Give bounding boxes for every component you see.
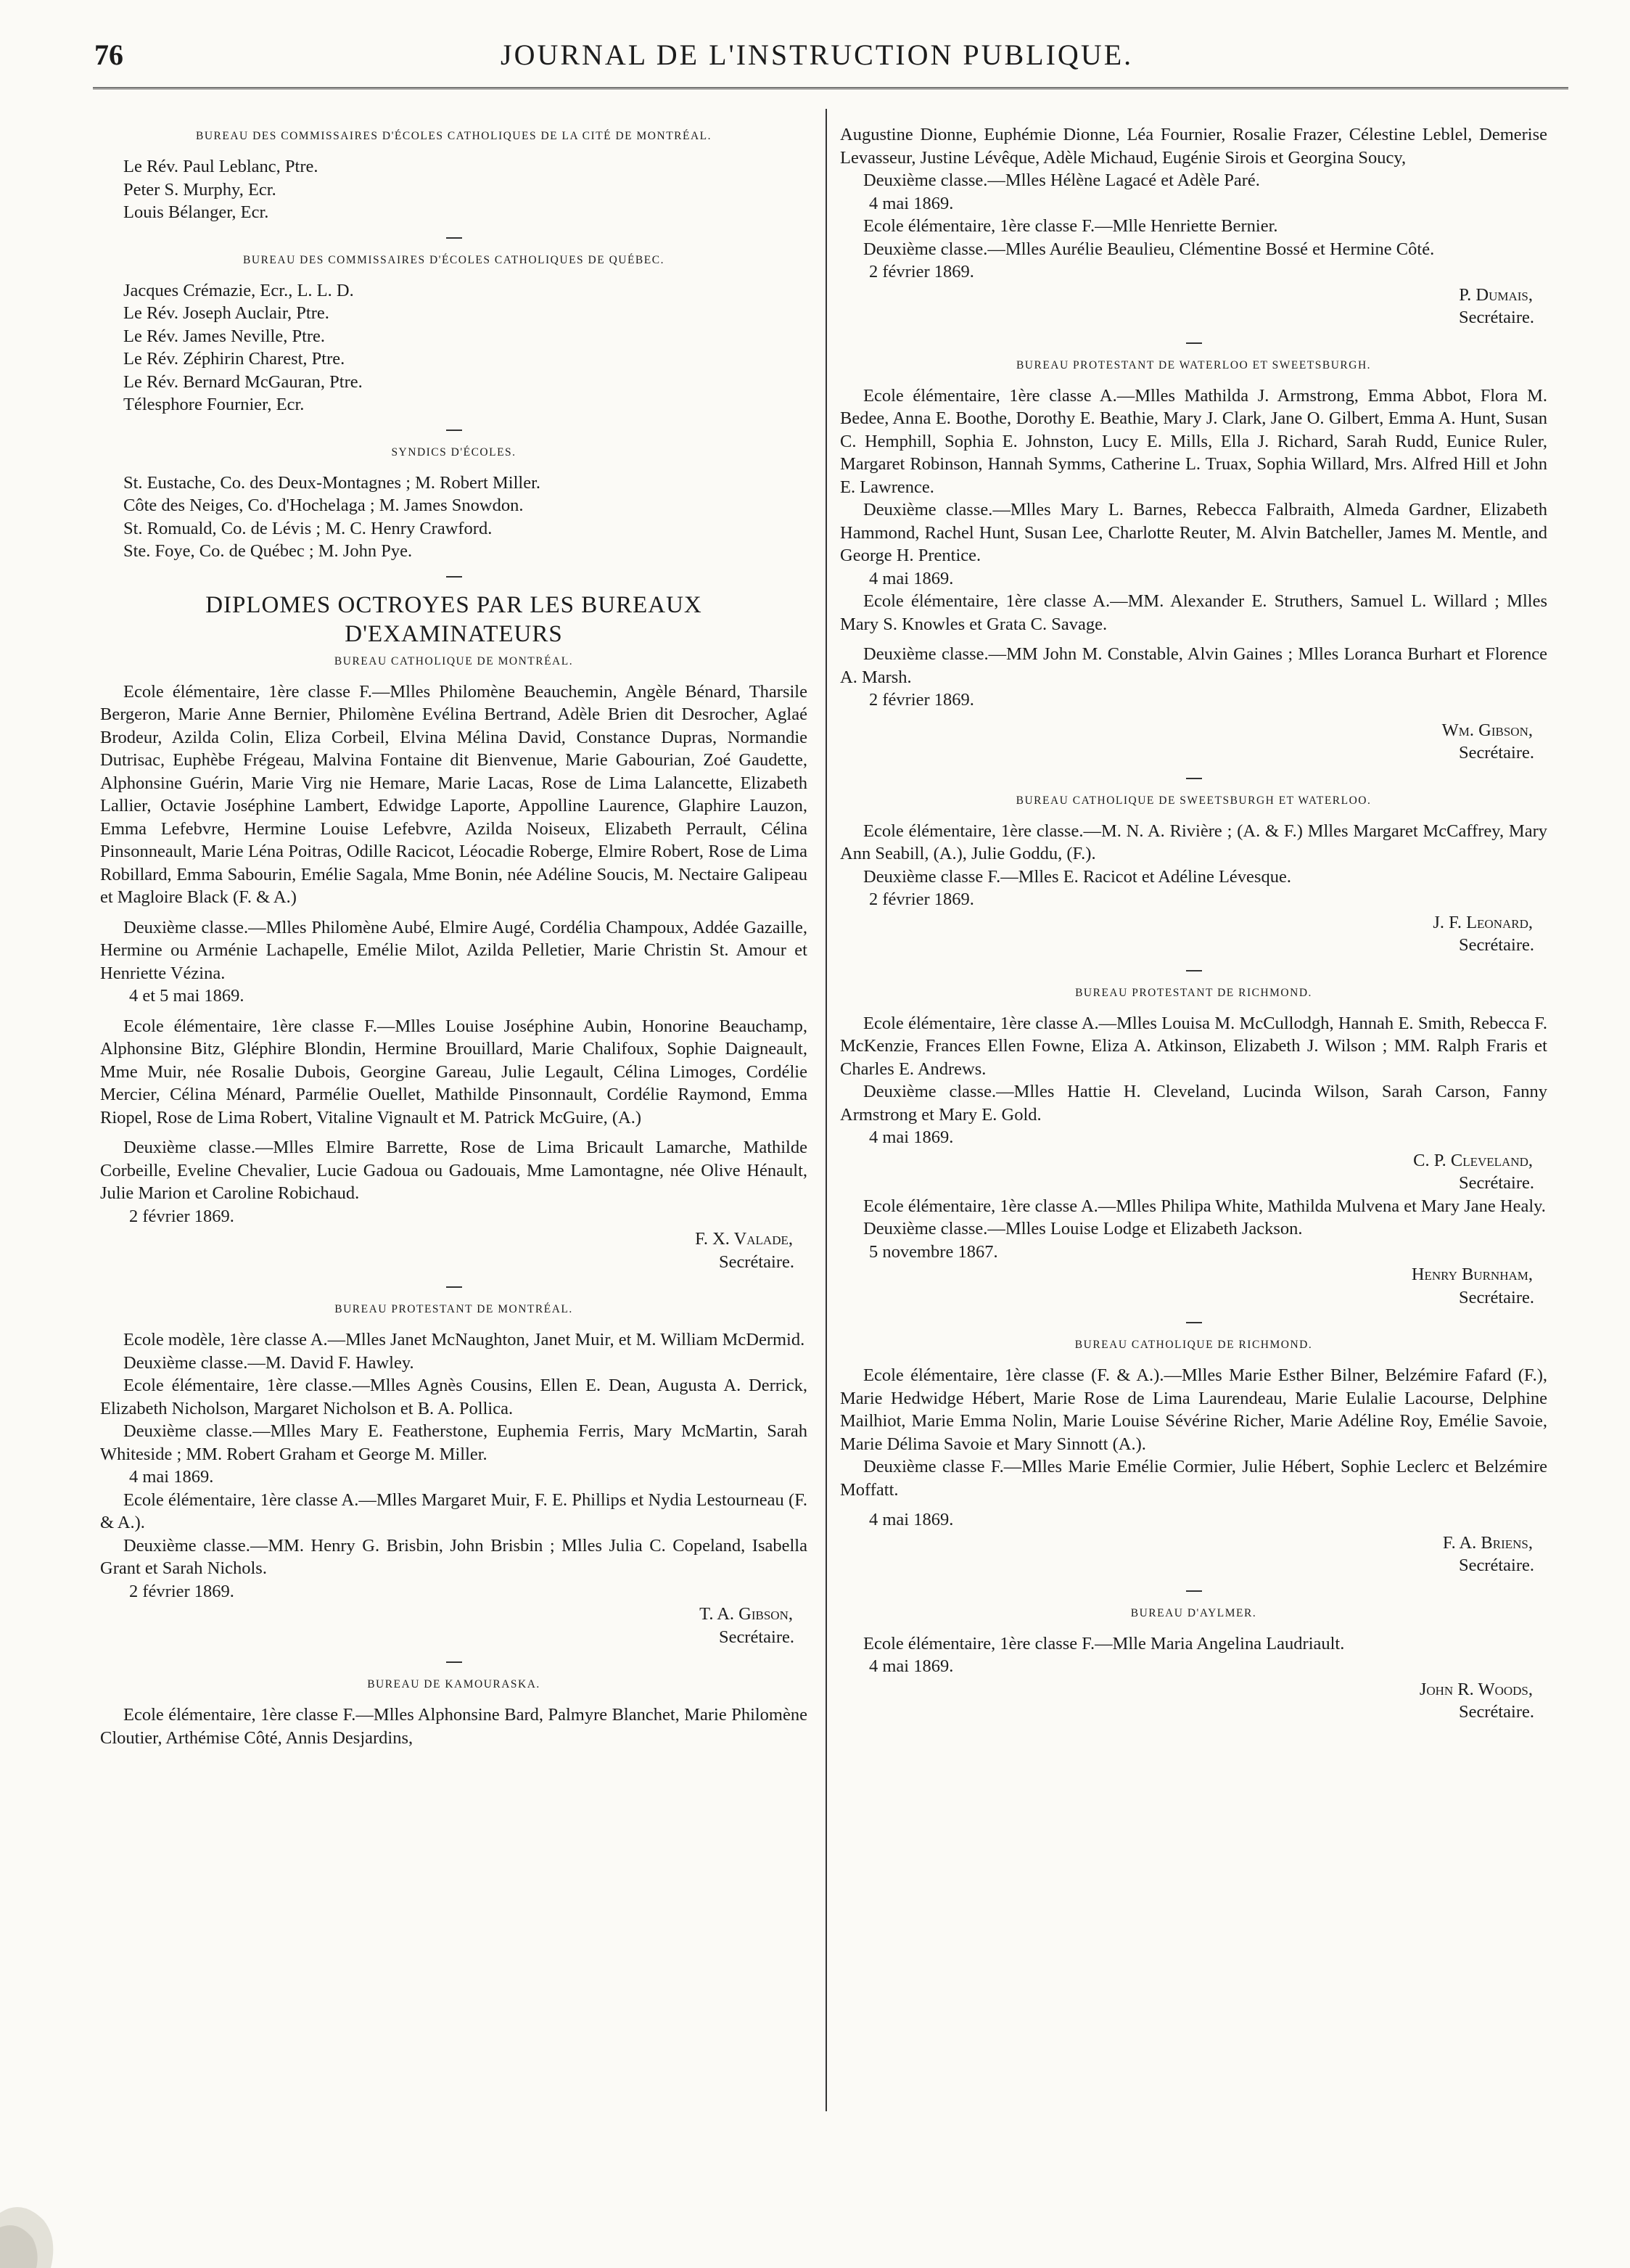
left-column [100, 123, 807, 1749]
section-divider [446, 237, 462, 239]
signature-title: Secrétaire. [1458, 743, 1534, 763]
list-item: Peter S. Murphy, Ecr. [123, 179, 276, 200]
list-item: Louis Bélanger, Ecr. [123, 202, 269, 222]
right-column [840, 123, 1547, 1724]
list-item: Le Rév. Zéphirin Charest, Ptre. [123, 349, 345, 369]
running-title: JOURNAL DE L'INSTRUCTION PUBLIQUE. [501, 38, 1134, 71]
paragraph: Deuxième classe.—Mlles Hattie H. Cleveland, Lucinda Wilson, Sarah Carson, Fanny Armstrong et Mary E. Gold. [840, 1082, 1547, 1125]
signature-title: Secrétaire. [1458, 1287, 1534, 1307]
section-heading: BUREAU DES COMMISSAIRES D'ÉCOLES CATHOLIQUES DE LA CITÉ DE MONTRÉAL. [195, 130, 712, 142]
paragraph: Ecole élémentaire, 1ère classe A.—Mlles Mathilda J. Armstrong, Emma Abbot, Flora M. Bedee, Anna E. Boothe, Dorothy E. Beathie, Mary J. Clark, Jane O. Gilbert, Emma A. Hunt, Susan C. Hemphill, Sophia E. Johnston, Lucy E. Mills, Ella J. Richard, Sarah Rudd, Eunice Ruler, Margaret Robinson, Hannah Symms, Catherine L. Truax, Sophia Willard, Mrs. Alfred Hill et John E. Lawrence. [840, 385, 1547, 497]
signature-title: Secrétaire. [1458, 1702, 1534, 1722]
section-divider [446, 430, 462, 431]
date-line: 4 mai 1869. [869, 1127, 954, 1147]
paragraph: Ecole modèle, 1ère classe A.—Mlles Janet McNaughton, Janet Muir, et M. William McDermid. [123, 1330, 805, 1349]
list-item: Le Rév. Paul Leblanc, Ptre. [123, 157, 318, 176]
paragraph: Ecole élémentaire, 1ère classe.—Mlles Agnès Cousins, Ellen E. Dean, Augusta A. Derrick, Elizabeth Nicholson, Margaret Nicholson et B. A. Pollica. [100, 1376, 807, 1418]
paragraph: Deuxième classe.—MM. Henry G. Brisbin, John Brisbin ; Mlles Julia C. Copeland, Isabella Grant et Sarah Nichols. [100, 1535, 807, 1578]
list-item: St. Romuald, Co. de Lévis ; M. C. Henry Crawford. [123, 518, 493, 538]
section-heading: BUREAU PROTESTANT DE WATERLOO ET SWEETSBURGH. [1016, 358, 1372, 371]
list-item: Télesphore Fournier, Ecr. [123, 395, 305, 414]
date-line: 4 mai 1869. [129, 1467, 214, 1487]
list-item: Le Rév. Bernard McGauran, Ptre. [123, 371, 363, 392]
paragraph: Ecole élémentaire, 1ère classe A.—MM. Alexander E. Struthers, Samuel L. Willard ; Mlles Mary S. Knowles et Grata C. Savage. [840, 591, 1547, 634]
paragraph: Deuxième classe.—Mlles Philomène Aubé, Elmire Augé, Cordélia Champoux, Addée Gazaille, Hermine ou Arménie Lachapelle, Emélie Milot, Azilda Pelletier, Marie Christin St. Amour et Henriette Vézina. [100, 917, 807, 983]
paragraph: Ecole élémentaire, 1ère classe.—M. N. A. Rivière ; (A. & F.) Mlles Margaret McCaffrey, Mary Ann Seabill, (A.), Julie Goddu, (F.). [840, 821, 1547, 863]
signature: J. F. Leonard, [1433, 912, 1533, 932]
signature-title: Secrétaire. [718, 1627, 794, 1647]
signature: C. P. Cleveland, [1413, 1150, 1533, 1170]
section-heading: BUREAU DES COMMISSAIRES D'ÉCOLES CATHOLIQUES DE QUÉBEC. [243, 253, 664, 266]
signature: Henry Burnham, [1411, 1265, 1533, 1284]
signature-title: Secrétaire. [718, 1252, 794, 1272]
date-line: 4 mai 1869. [869, 193, 954, 213]
paragraph: Deuxième classe.—M. David F. Hawley. [123, 1352, 414, 1373]
paragraph: Augustine Dionne, Euphémie Dionne, Léa Fournier, Rosalie Frazer, Célestine Leblel, Demerise Levasseur, Justine Lévêque, Adèle Michaud, Eugénie Sirois et Georgina Soucy, [840, 125, 1547, 168]
paragraph: Ecole élémentaire, 1ère classe F.—Mlles Alphonsine Bard, Palmyre Blanchet, Marie Philomène Cloutier, Arthémise Côté, Annis Desjardins, [100, 1705, 807, 1748]
paragraph: Ecole élémentaire, 1ère classe F.—Mlle Henriette Bernier. [863, 216, 1278, 236]
signature: F. A. Briens, [1442, 1532, 1533, 1553]
date-line: 2 février 1869. [129, 1206, 234, 1226]
section-divider [1186, 1590, 1202, 1592]
section-heading: BUREAU PROTESTANT DE RICHMOND. [1075, 986, 1312, 999]
paragraph: Deuxième classe F.—Mlles E. Racicot et Adéline Lévesque. [863, 866, 1291, 887]
section-divider [1186, 970, 1202, 971]
date-line: 4 mai 1869. [869, 1510, 954, 1529]
list-item: Le Rév. Joseph Auclair, Ptre. [123, 303, 329, 323]
paragraph: Ecole élémentaire, 1ère classe A.—Mlles Margaret Muir, F. E. Phillips et Nydia Lestourneau (F. & A.). [100, 1490, 807, 1532]
section-heading: BUREAU PROTESTANT DE MONTRÉAL. [334, 1303, 573, 1315]
signature-title: Secrétaire. [1458, 1556, 1534, 1575]
paragraph: Ecole élémentaire, 1ère classe (F. & A.).—Mlles Marie Esther Bilner, Belzémire Fafard (F.), Marie Hedwidge Hébert, Marie Rose de Lima Laurendeau, Marie Eulalie Lacourse, Delphine Mailhiot, Marie Emma Nolin, Marie Louise Sévérine Richer, Marie Adéline Roy, Emélie Savoie, Marie Délima Savoie et Mary Sinnott (A.). [840, 1365, 1547, 1454]
paragraph: Deuxième classe F.—Mlles Marie Emélie Cormier, Julie Hébert, Sophie Leclerc et Belzémire Moffatt. [840, 1457, 1547, 1500]
paper-wear-mark [0, 2169, 87, 2268]
date-line: 5 novembre 1867. [869, 1241, 998, 1262]
signature-title: Secrétaire. [1458, 935, 1534, 955]
date-line: 2 février 1869. [129, 1581, 234, 1601]
list-item: Côte des Neiges, Co. d'Hochelaga ; M. James Snowdon. [123, 496, 524, 515]
main-heading: DIPLOMES OCTROYES PAR LES BUREAUX D'EXAMINATEURS [205, 591, 702, 647]
list-item: Le Rév. James Neville, Ptre. [123, 326, 326, 346]
paragraph: Deuxième classe.—MM John M. Constable, Alvin Gaines ; Mlles Loranca Burhart et Florence A. Marsh. [840, 644, 1547, 687]
section-heading: BUREAU CATHOLIQUE DE MONTRÉAL. [334, 654, 574, 667]
section-divider [446, 1661, 462, 1663]
paragraph: Ecole élémentaire, 1ère classe A.—Mlles Philipa White, Mathilda Mulvena et Mary Jane Healy. [863, 1196, 1546, 1216]
section-divider [1186, 342, 1202, 344]
paragraph: Ecole élémentaire, 1ère classe F.—Mlle Maria Angelina Laudriault. [863, 1633, 1345, 1653]
date-line: 4 mai 1869. [869, 568, 954, 588]
date-line: 2 février 1869. [869, 262, 974, 282]
column-rule [826, 109, 827, 2111]
paragraph: Ecole élémentaire, 1ère classe A.—Mlles Louisa M. McCullodgh, Hannah E. Smith, Rebecca F. McKenzie, Frances Ellen Fowne, Eliza A. Atkinson, Elizabeth J. Wilson ; MM. Ralph Fraris et Charles E. Andrews. [840, 1013, 1547, 1079]
name-list [100, 472, 807, 563]
paragraph: Deuxième classe.—Mlles Louise Lodge et Elizabeth Jackson. [863, 1219, 1303, 1238]
list-item: Ste. Foye, Co. de Québec ; M. John Pye. [123, 541, 413, 561]
date-line: 2 février 1869. [869, 889, 974, 909]
section-divider [1186, 778, 1202, 779]
section-heading: BUREAU CATHOLIQUE DE RICHMOND. [1074, 1339, 1313, 1351]
name-list [100, 279, 807, 416]
section-heading: BUREAU D'AYLMER. [1130, 1606, 1257, 1619]
signature: John R. Woods, [1419, 1679, 1533, 1699]
signature-title: Secrétaire. [1458, 308, 1534, 327]
section-heading: SYNDICS D'ÉCOLES. [391, 445, 516, 459]
signature-title: Secrétaire. [1458, 1173, 1534, 1193]
section-divider [1186, 1322, 1202, 1323]
paragraph: Deuxième classe.—Mlles Aurélie Beaulieu, Clémentine Bossé et Hermine Côté. [863, 239, 1435, 259]
paragraph: Deuxième classe.—Mlles Mary L. Barnes, Rebecca Falbraith, Almeda Gardner, Elizabeth Hammond, Rachel Hunt, Susan Lee, Charlotte Reuter, M. Alvin Batcheller, James M. Mentle, and George H. Prentice. [840, 500, 1547, 565]
list-item: Jacques Crémazie, Ecr., L. L. D. [123, 280, 354, 300]
page-number: 76 [94, 38, 123, 71]
paragraph: Ecole élémentaire, 1ère classe F.—Mlles Philomène Beauchemin, Angèle Bénard, Tharsile Bergeron, Marie Anne Bernier, Philomène Evélina Bertrand, Adèle Brien dit Desrocher, Aglaé Brodeur, Azilda Colin, Eliza Corbeil, Elvina Mélina David, Constance Dupras, Normandie Dutrisac, Euphèbe Frégeau, Malvina Fontaine dit Bienvenue, Marie Gabourian, Zoé Gaudette, Alphonsine Guérin, Marie Virg nie Hemare, Marie Lacas, Rose de Lima Lalancette, Elizabeth Lallier, Octavie Joséphine Lambert, Edwidge Laporte, Appolline Laurence, Glaphire Lauzon, Emma Lefebvre, Hermine Louise Lefebvre, Azilda Noiseux, Elizabeth Perrault, Célina Pinsonneault, Marie Léna Poitras, Odille Racicot, Léocadie Roberge, Elmire Robert, Rose de Lima Robillard, Emma Sabourin, Emélie Sagala, Mme Bonin, née Adéline Soucis, M. Nectaire Galipeau et Magloire Black (F. & A.) [100, 681, 807, 907]
signature: P. Dumais, [1459, 284, 1533, 305]
section-divider [446, 1286, 462, 1288]
list-item: St. Eustache, Co. des Deux-Montagnes ; M. Robert Miller. [123, 472, 540, 493]
date-line: 4 et 5 mai 1869. [129, 986, 244, 1006]
paragraph: Deuxième classe.—Mlles Hélène Lagacé et Adèle Paré. [863, 170, 1260, 190]
date-line: 2 février 1869. [869, 690, 974, 710]
paragraph: Deuxième classe.—Mlles Elmire Barrette, Rose de Lima Bricault Lamarche, Mathilde Corbeille, Eveline Chevalier, Lucie Gadoua ou Gadouais, Mme Lamontagne, née Olive Hénault, Julie Marion et Caroline Robichaud. [100, 1138, 807, 1203]
date-line: 4 mai 1869. [869, 1656, 954, 1676]
name-list [100, 155, 807, 224]
paragraph: Ecole élémentaire, 1ère classe F.—Mlles Louise Joséphine Aubin, Honorine Beauchamp, Alphonsine Bitz, Gléphire Blondin, Hermine Brouillard, Marie Chalifoux, Sophie Daigneault, Mme Muir, née Rosalie Dubois, Georgine Gareau, Julie Legault, Célina Limoges, Cordélie Mercier, Célina Ménard, Parmélie Ouellet, Mathilde Pinsonnault, Cordélie Raymond, Emma Riopel, Rose de Lima Robert, Vitaline Vignault et M. Patrick McGuire, (A.) [100, 1016, 807, 1127]
header-rule [93, 87, 1568, 89]
signature: F. X. Valade, [695, 1229, 793, 1249]
section-divider [446, 576, 462, 578]
section-heading: BUREAU DE KAMOURASKA. [367, 1678, 540, 1690]
paragraph: Deuxième classe.—Mlles Mary E. Featherstone, Euphemia Ferris, Mary McMartin, Sarah Whiteside ; MM. Robert Graham et George M. Miller. [100, 1421, 807, 1464]
section-heading: BUREAU CATHOLIQUE DE SWEETSBURGH ET WATERLOO. [1016, 794, 1372, 807]
signature: T. A. Gibson, [699, 1604, 793, 1624]
signature: Wm. Gibson, [1441, 720, 1533, 740]
